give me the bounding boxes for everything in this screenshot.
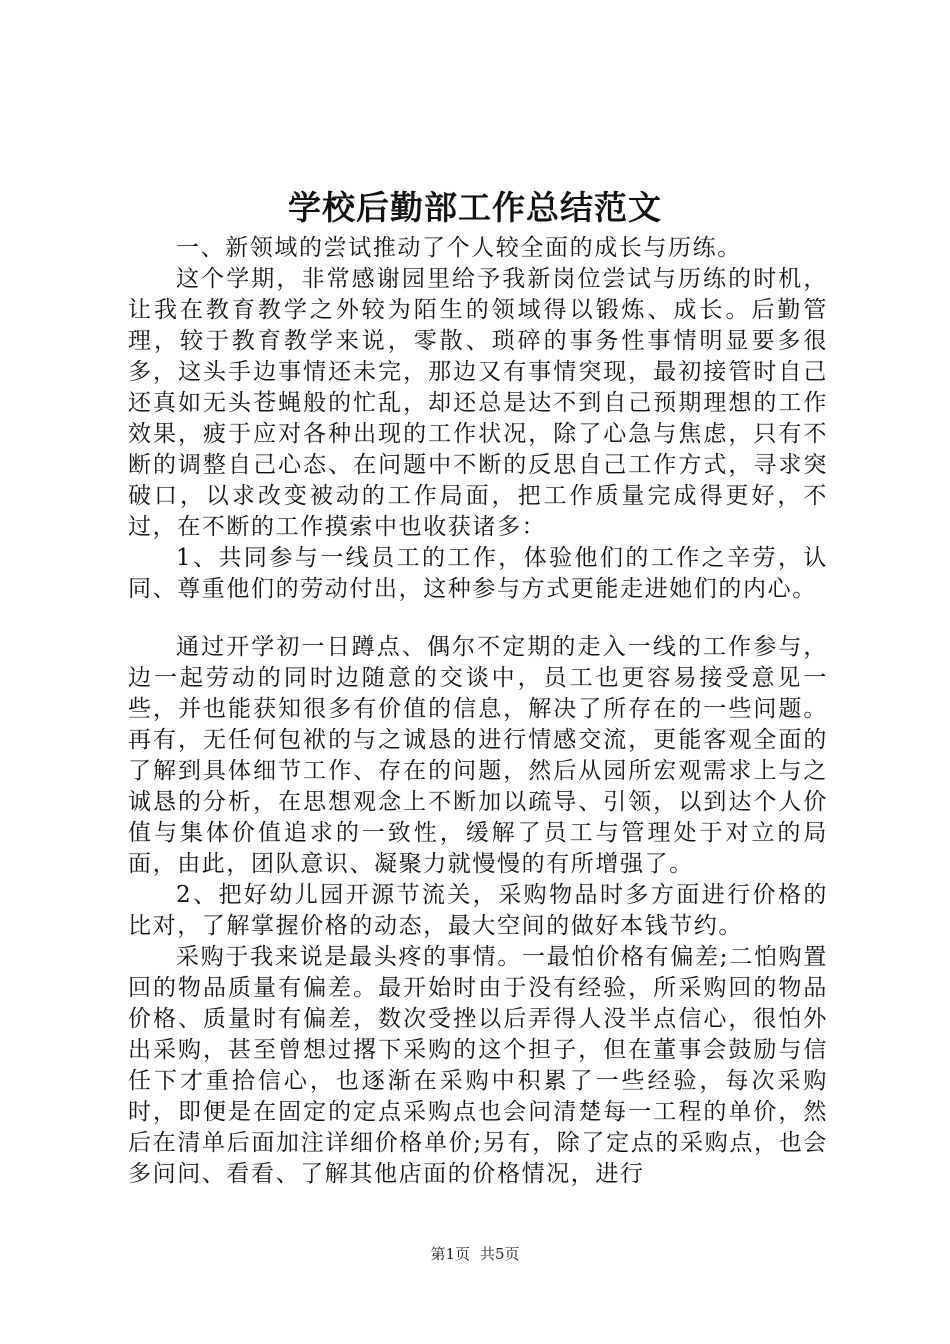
body-paragraph: 这个学期，非常感谢园里给予我新岗位尝试与历练的时机，让我在教育教学之外较为陌生的领域得以锻炼、成长。后勤管理，较于教育教学来说，零散、琐碎的事务性事情明显要多很多，这头手边事情还未完，那边又有事情突现，最初接管时自己还真如无头苍蝇般的忙乱，却还总是达不到自己预期理想的工作效果，疲于应对各种出现的工作状况，除了心急与焦虑，只有不断的调整自己心态、在问题中不断的反思自己工作方式，寻求突破口，以求改变被动的工作局面，把工作质量完成得更好，不过，在不断的工作摸索中也收获诸多： (128, 266, 828, 540)
body-paragraph: 采购于我来说是最头疼的事情。一最怕价格有偏差;二怕购置回的物品质量有偏差。最开始时由于没有经验，所采购回的物品价格、质量时有偏差，数次受挫以后弄得人没半点信心，很怕外出采购，甚至曾想过撂下采购的这个担子，但在董事会鼓励与信任下才重拾信心，也逐渐在采购中积累了一些经验，每次采购时，即便是在固定的定点采购点也会问清楚每一工程的单价，然后在清单后面加注详细价格单价;另有，除了定点的采购点，也会多问问、看看、了解其他店面的价格情况，进行 (128, 944, 828, 1187)
page-number: 第1页 (430, 1245, 470, 1263)
body-paragraph: 通过开学初一日蹲点、偶尔不定期的走入一线的工作参与，边一起劳动的同时边随意的交谈中，员工也更容易接受意见一些，并也能获知很多有价值的信息，解决了所存在的一些问题。再有，无任何包袱的与之诚恳的进行情感交流，更能客观全面的了解到具体细节工作、存在的问题，然后从园所宏观需求上与之诚恳的分析，在思想观念上不断加以疏导、引领，以到达个人价值与集体价值追求的一致性，缓解了员工与管理处于对立的局面，由此，团队意识、凝聚力就慢慢的有所增强了。 (128, 634, 828, 877)
list-item-heading: 2、把好幼儿园开源节流关，采购物品时多方面进行价格的比对，了解掌握价格的动态，最大空间的做好本钱节约。 (128, 882, 828, 939)
list-item-heading: 1、共同参与一线员工的工作，体验他们的工作之辛劳，认同、尊重他们的劳动付出，这种参与方式更能走进她们的内心。 (128, 545, 828, 602)
document-body (128, 233, 828, 1190)
section-heading: 一、新领域的尝试推动了个人较全面的成长与历练。 (176, 235, 742, 261)
page-footer (0, 1244, 950, 1264)
page-total: 共5页 (480, 1245, 520, 1263)
document-title: 学校后勤部工作总结范文 (288, 188, 662, 227)
